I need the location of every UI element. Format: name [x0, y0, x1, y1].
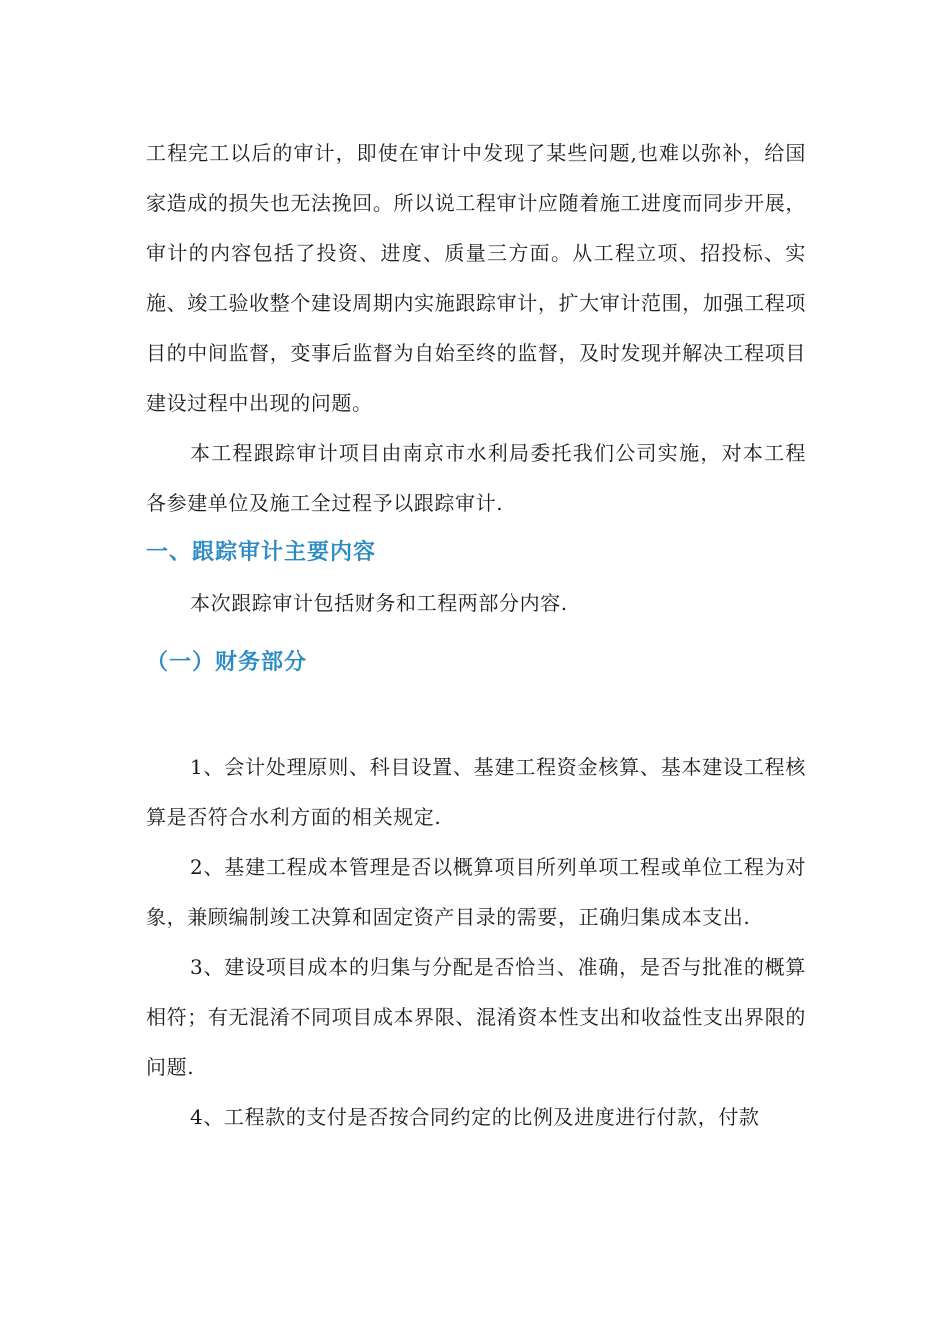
intro-paragraph: 工程完工以后的审计，即使在审计中发现了某些问题,也难以弥补，给国家造成的损失也无法挽回。所以说工程审计应随着施工进度而同步开展，审计的内容包括了投资、进度、质量三方面。从工程立项、招投标、实施、竣工验收整个建设周期内实施跟踪审计，扩大审计范围，加强工程项目的中间监督，变事后监督为自始至终的监督，及时发现并解决工程项目建设过程中出现的问题。 — [146, 141, 806, 415]
commission-paragraph: 本工程跟踪审计项目由南京市水利局委托我们公司实施，对本工程各参建单位及施工全过程予以跟踪审计. — [146, 441, 806, 515]
list-item: 3、建设项目成本的归集与分配是否恰当、准确，是否与批准的概算相符；有无混淆不同项目成本界限、混淆资本性支出和收益性支出界限的问题. — [146, 955, 806, 1079]
subsection-heading: （一）财务部分 — [146, 650, 308, 675]
section-summary: 本次跟踪审计包括财务和工程两部分内容. — [190, 591, 568, 615]
list-item: 1、会计处理原则、科目设置、基建工程资金核算、基本建设工程核算是否符合水利方面的相关规定. — [146, 755, 806, 829]
document-page — [146, 128, 806, 1142]
list-item: 2、基建工程成本管理是否以概算项目所列单项工程或单位工程为对象，兼顾编制竣工决算和固定资产目录的需要，正确归集成本支出. — [146, 855, 806, 929]
section-heading: 一、跟踪审计主要内容 — [146, 540, 377, 565]
list-item: 4、工程款的支付是否按合同约定的比例及进度进行付款，付款 — [190, 1105, 760, 1129]
